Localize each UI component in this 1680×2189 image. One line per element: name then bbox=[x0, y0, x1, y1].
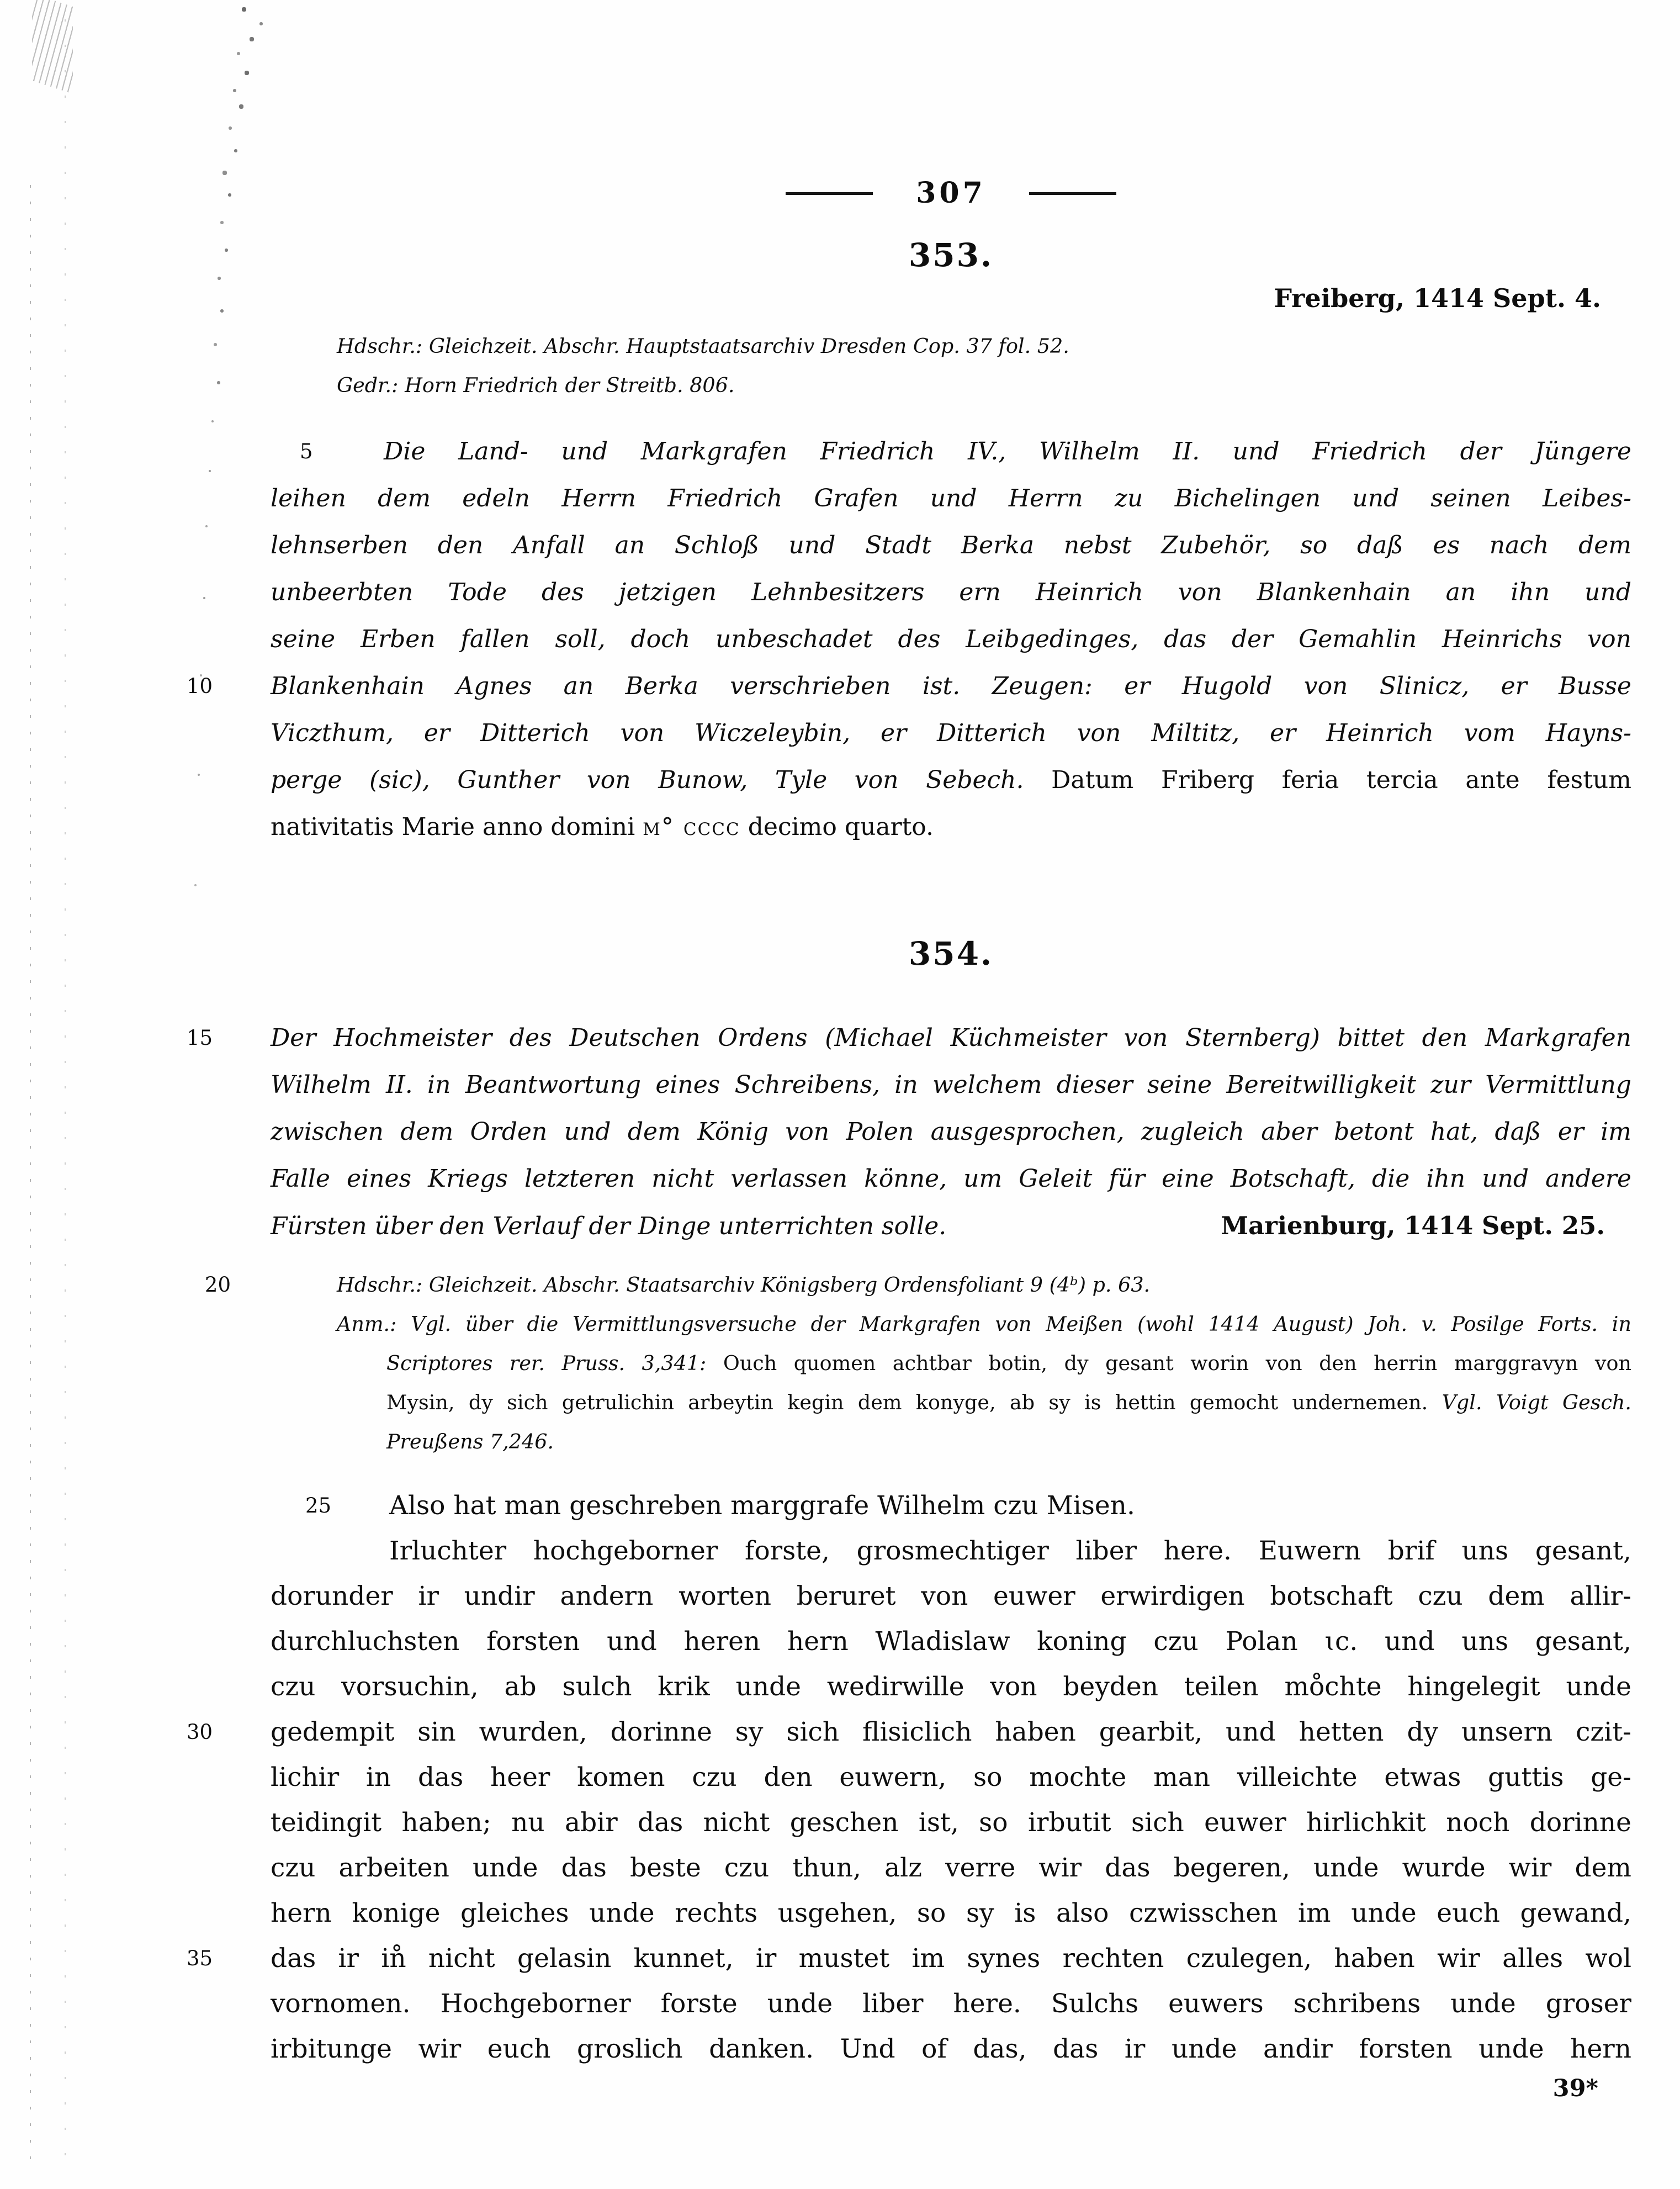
regesto-line-text: Die Land- und Markgrafen Friedrich IV., Wilhelm II. und Friedrich der Jüngere bbox=[384, 437, 1631, 466]
entry-354-number: 354. bbox=[908, 935, 994, 972]
entry-353-number: 353. bbox=[908, 236, 994, 274]
source-line-gedr: Gedr.: Horn Friedrich der Streitb. 806. bbox=[337, 373, 735, 397]
entry-354-date: Marienburg, 1414 Sept. 25. bbox=[1221, 1211, 1605, 1240]
regesto-line bbox=[271, 1155, 1631, 1202]
letter-line bbox=[271, 1529, 1631, 1574]
regesto-line-text-roman: Datum Friberg feria tercia ante festum bbox=[1051, 766, 1631, 794]
letter-line-text: das ir in̊ nicht gelasin kunnet, ir mustet im synes rechten czulegen, haben wir alles wol bbox=[271, 1943, 1631, 1974]
regesto-line bbox=[271, 757, 1631, 803]
regesto-line-text: leihen dem edeln Herrn Friedrich Grafen und Herrn zu Bichelingen und seinen Leibes- bbox=[271, 484, 1631, 512]
letter-line-text: hern konige gleiches unde rechts usgehen, so sy is also czwisschen im unde euch gewand, bbox=[271, 1898, 1631, 1928]
regesto-line-text: Blankenhain Agnes an Berka verschrieben ist. Zeugen: er Hugold von Slinicz, er Busse bbox=[271, 672, 1631, 700]
regesto-line bbox=[271, 616, 1631, 663]
regesto-line-text: unbeerbten Tode des jetzigen Lehnbesitzers ern Heinrich von Blankenhain an ihn und bbox=[271, 578, 1631, 606]
annotation-line bbox=[271, 1422, 1631, 1461]
letter-line bbox=[271, 1755, 1631, 1800]
letter-line bbox=[271, 1619, 1631, 1664]
page-number-rule-left bbox=[786, 192, 873, 195]
regesto-line bbox=[271, 569, 1631, 616]
letter-line-text: gedempit sin wurden, dorinne sy sich flisiclich haben gearbit, und hetten dy unsern czit- bbox=[271, 1717, 1631, 1747]
entry-353-summary bbox=[187, 428, 1631, 850]
letter-line bbox=[271, 1846, 1631, 1891]
regesto-line-text: lehnserben den Anfall an Schloß und Stadt Berka nebst Zubehör, so daß es nach dem bbox=[271, 531, 1631, 559]
letter-line bbox=[271, 1800, 1631, 1846]
regesto-line bbox=[271, 475, 1631, 522]
margin-line-number: 35 bbox=[187, 1947, 213, 1970]
letter-line-text: czu vorsuchin, ab sulch krik unde wedirwille von beyden teilen mo̊chte hingelegit unde bbox=[271, 1672, 1631, 1702]
regesto-line bbox=[187, 1014, 1631, 1061]
entry-354-summary bbox=[187, 1014, 1631, 1250]
regesto-line-text: Falle eines Kriegs letzteren nicht verlassen könne, um Geleit für eine Botschaft, die ihn und andere bbox=[271, 1165, 1631, 1193]
letter-line bbox=[271, 2027, 1631, 2072]
regesto-line-text: seine Erben fallen soll, doch unbeschadet des Leibgedinges, das der Gemahlin Heinrichs von bbox=[271, 625, 1631, 653]
annotation-line-text-roman: Ouch quomen achtbar botin, dy gesant worin von den herrin marggravyn von bbox=[723, 1351, 1631, 1375]
letter-line-text: Also hat man geschreben marggrafe Wilhelm czu Misen. bbox=[389, 1490, 1135, 1521]
regesto-line bbox=[271, 1202, 1631, 1250]
margin-line-number: 15 bbox=[187, 1026, 213, 1050]
regesto-line-text: Fürsten über den Verlauf der Dinge unterrichten solle. bbox=[271, 1212, 947, 1240]
scan-artifact-binding-line-inner bbox=[65, 19, 66, 2162]
letter-line-text: lichir in das heer komen czu den euwern, so mochte man villeichte etwas guttis ge- bbox=[271, 1762, 1631, 1793]
regesto-line-text: Der Hochmeister des Deutschen Ordens (Michael Küchmeister von Sternberg) bittet den Markgrafen bbox=[271, 1024, 1631, 1052]
letter-line-text: teidingit haben; nu abir das nicht geschen ist, so irbutit sich euwer hirlichkit noch dorinne bbox=[271, 1807, 1631, 1838]
letter-line bbox=[271, 1574, 1631, 1619]
page-number-rule-right bbox=[1029, 192, 1116, 195]
scan-artifact-speckles bbox=[0, 0, 1, 1]
letter-line bbox=[271, 1664, 1631, 1710]
regesto-line bbox=[271, 803, 1631, 850]
signature-mark: 39* bbox=[1552, 2075, 1598, 2102]
annotation-line-text-italic: Scriptores rer. Pruss. 3,341: bbox=[386, 1351, 723, 1375]
regesto-line-text-italic: perge (sic), Gunther von Bunow, Tyle von Sebech. bbox=[271, 766, 1052, 794]
regesto-line bbox=[271, 1061, 1631, 1108]
scan-artifact-corner-smudge bbox=[32, 0, 73, 94]
letter-line-text: czu arbeiten unde das beste czu thun, alz verre wir das begeren, unde wurde wir dem bbox=[271, 1853, 1631, 1883]
margin-line-number: 5 bbox=[300, 440, 313, 463]
regesto-line-text: zwischen dem Orden und dem König von Polen ausgesprochen, zugleich aber betont hat, daß er im bbox=[271, 1118, 1631, 1146]
source-line-text: Hdschr.: Gleichzeit. Abschr. Staatsarchiv Königsberg Ordensfoliant 9 (4ᵇ) p. 63. bbox=[337, 1273, 1151, 1297]
letter-line bbox=[271, 1891, 1631, 1936]
annotation-line bbox=[271, 1344, 1631, 1383]
regesto-line bbox=[187, 663, 1631, 710]
margin-line-number: 10 bbox=[187, 674, 213, 698]
annotation-line-text-roman: Mysin, dy sich getrulichin arbeytin kegin dem konyge, ab sy is hettin gemocht undernemen. bbox=[386, 1390, 1442, 1414]
letter-line bbox=[271, 1981, 1631, 2027]
source-line-hdschr bbox=[204, 1265, 1631, 1304]
regesto-line-text-roman: decimo quarto. bbox=[740, 813, 934, 841]
letter-line-text: durchluchsten forsten und heren hern Wladislaw koning czu Polan ɩc. und uns gesant, bbox=[271, 1626, 1631, 1657]
page-number: 307 bbox=[916, 176, 986, 210]
letter-line bbox=[187, 1936, 1631, 1981]
annotation-line bbox=[271, 1383, 1631, 1422]
scan-artifact-binding-line-outer bbox=[30, 185, 31, 2173]
entry-354-letter-text bbox=[187, 1483, 1631, 2072]
annotation-line-text: Anm.: Vgl. über die Vermittlungsversuche der Markgrafen von Meißen (wohl 1414 August) Joh. v. Posilge Forts. in bbox=[337, 1312, 1631, 1336]
regesto-line-text: Wilhelm II. in Beantwortung eines Schreibens, in welchem dieser seine Bereitwilligkeit zur Vermittlung bbox=[271, 1071, 1631, 1099]
annotation-line bbox=[271, 1304, 1631, 1344]
letter-line bbox=[271, 1483, 1631, 1529]
regesto-line bbox=[271, 428, 1631, 475]
regesto-line-text-roman: nativitatis Marie anno domini bbox=[271, 813, 643, 841]
margin-line-number: 25 bbox=[305, 1494, 332, 1518]
entry-354-sources bbox=[204, 1265, 1632, 1461]
annotation-line-text-italic: Vgl. Voigt Gesch. bbox=[1441, 1390, 1632, 1414]
regesto-line bbox=[271, 522, 1631, 569]
margin-line-number: 30 bbox=[187, 1720, 213, 1744]
regesto-line-text: Viczthum, er Ditterich von Wiczeleybin, er Ditterich von Miltitz, er Heinrich vom Hayns- bbox=[271, 719, 1631, 747]
letter-line bbox=[187, 1710, 1631, 1755]
page-header bbox=[271, 177, 1631, 210]
regesto-line-text-smallcaps: m° cccc bbox=[643, 813, 740, 841]
entry-353-sources bbox=[271, 326, 1631, 405]
regesto-line bbox=[271, 710, 1631, 757]
entry-353-date: Freiberg, 1414 Sept. 4. bbox=[1274, 283, 1601, 313]
source-line-hdschr: Hdschr.: Gleichzeit. Abschr. Hauptstaatsarchiv Dresden Cop. 37 fol. 52. bbox=[337, 334, 1069, 358]
margin-line-number: 20 bbox=[204, 1273, 231, 1297]
letter-line-text: vornomen. Hochgeborner forste unde liber here. Sulchs euwers schribens unde groser bbox=[271, 1989, 1631, 2019]
page-content bbox=[187, 0, 1632, 2102]
letter-line-text: irbitunge wir euch groslich danken. Und of das, das ir unde andir forsten unde hern bbox=[271, 2034, 1631, 2064]
annotation-line-text: Preußens 7,246. bbox=[386, 1430, 554, 1453]
letter-line-text: Irluchter hochgeborner forste, grosmechtiger liber here. Euwern brif uns gesant, bbox=[389, 1536, 1631, 1566]
letter-line-text: dorunder ir undir andern worten beruret von euwer erwirdigen botschaft czu dem allir- bbox=[271, 1581, 1631, 1611]
regesto-line bbox=[271, 1108, 1631, 1155]
